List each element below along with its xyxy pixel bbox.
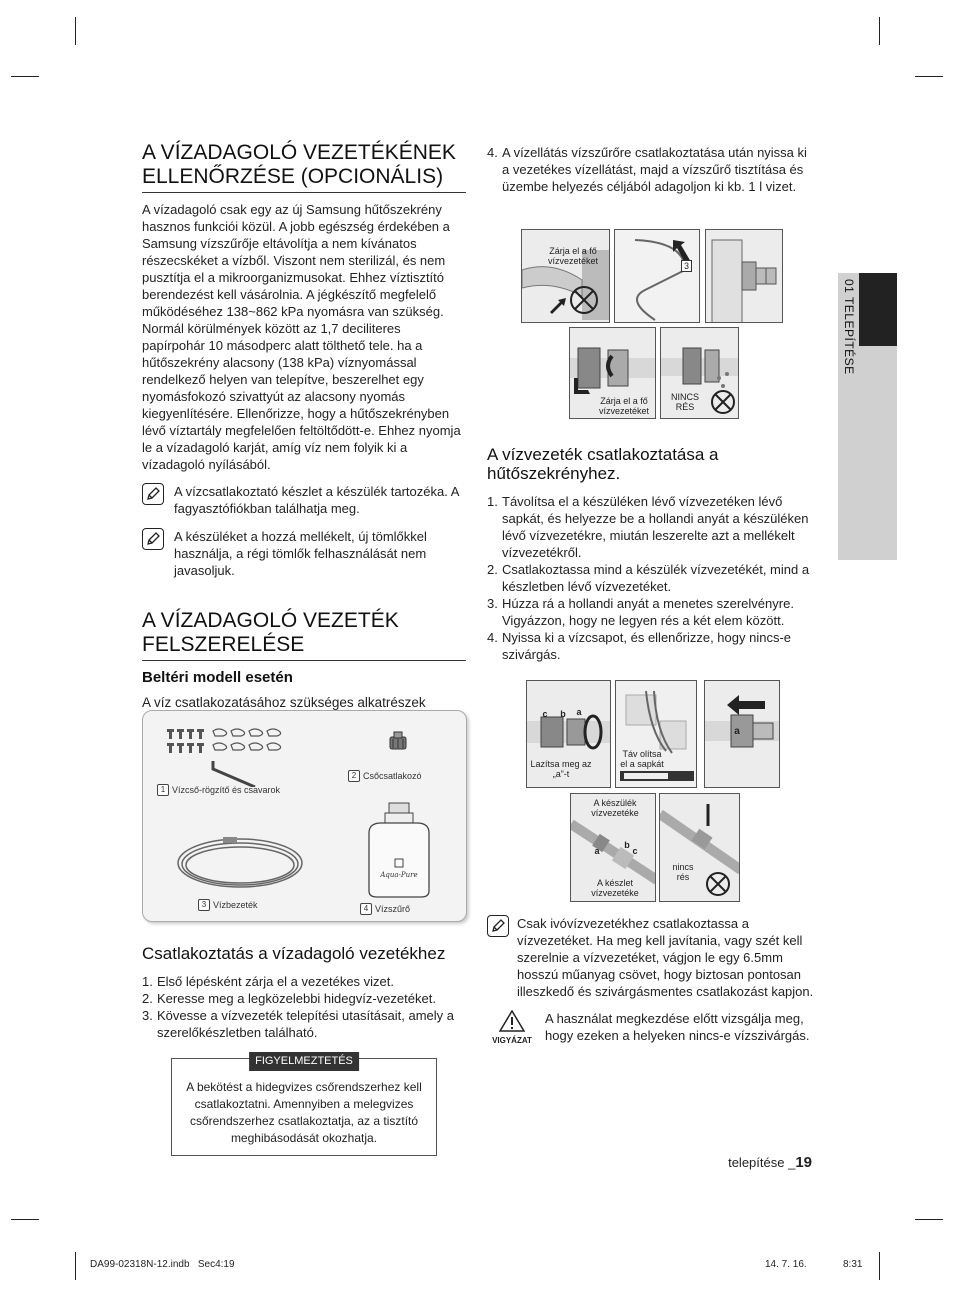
note-text: Csak ivóvízvezetékhez csatlakoztassa a vízvezetéket. Ha meg kell javítania, vagy szét kell szerelnie a vízvezetéket, vágjon le egy 6.5mm hosszú műanyag csövet, hogy biztosan pontosan illeszkedő és szivárgásmentes csatlakozást kapjon. (517, 916, 814, 999)
caution-block (487, 1010, 817, 1046)
right-column-mid (487, 445, 817, 663)
figure-no-gap-correct (569, 327, 656, 419)
right-column-top (487, 144, 817, 195)
step-4-list (487, 144, 817, 195)
part-label: Csőcsatlakozó (363, 771, 422, 781)
list-item: 1. Távolítsa el a készüléken lévő vízvezetéken lévő sapkát, és helyezze be a hollandi anyát a készüléken lévő vízvezetékre, miután leszerelte azt a mellékelt vízvezetékről. (487, 494, 809, 560)
part-label: Vízcső-rögzítő és csavarok (172, 785, 281, 795)
chapter-side-tab (838, 273, 897, 560)
label-close-main-2: Zárja el a fő vízvezetéket (598, 396, 650, 416)
label-no-gap-2: nincs rés (672, 862, 694, 882)
screws-illustration (165, 725, 315, 787)
part-number-badge: 1 (157, 784, 169, 796)
label-c-3: c (632, 846, 638, 856)
note-kit (142, 483, 466, 517)
print-date: 14. 7. 16. (765, 1259, 807, 1270)
crop-mark (879, 1252, 880, 1280)
part-number-badge: 2 (348, 770, 360, 782)
warning-text: A bekötést a hidegvizes csőrendszerhez kell csatlakoztatni. Amennyiben a melegvizes csőrendszerhez csatlakoztatja, az a tisztító meghibásodását okozhatja. (186, 1080, 422, 1145)
page-label: telepítése _ (728, 1155, 796, 1170)
label-close-main: Zárja el a fő vízvezetéket (547, 246, 599, 266)
parts-heading: A víz csatlakozatásához szükséges alkatrészek (142, 695, 426, 710)
water-filter-illustration (361, 801, 437, 901)
figure-insert-nut (704, 680, 780, 788)
figure-remove-cap (615, 680, 697, 788)
warning-triangle-icon (499, 1010, 525, 1032)
label-no-gap: NINCS RÉS (670, 392, 699, 412)
note-pencil-icon (142, 528, 164, 550)
side-tab-label: 01 TELEPÍTÉSE (842, 279, 856, 375)
crop-mark (75, 17, 76, 45)
list-item: 2. Csatlakoztassa mind a készülék vízvezetékét, mind a készletben lévő vízvezetéket. (487, 562, 810, 594)
note-hoses (142, 528, 466, 579)
crop-mark (915, 76, 943, 77)
list-item: 3. Húzza rá a hollandi anyát a menetes szerelvényre. Vigyázzon, hogy ne legyen rés a két elem között. (487, 596, 794, 628)
list-item: 2. Keresse meg a legközelebbi hidegvíz-vezetéket. (142, 991, 436, 1006)
crop-mark (11, 76, 39, 77)
page-number (690, 1154, 812, 1171)
connect-steps (142, 973, 466, 1041)
note-text: A vízcsatlakoztató készlet a készülék tartozéka. A fagyasztófiókban találhatja meg. (174, 484, 459, 516)
section-title-check: A VÍZADAGOLÓ VEZETÉKÉNEK ELLENŐRZÉSE (OPCIONÁLIS) (142, 141, 466, 193)
note-pencil-icon (142, 483, 164, 505)
list-item: 3. Kövesse a vízvezeték telepítési utasításait, amely a szerelőkészletben található. (142, 1008, 454, 1040)
right-column-bottom (487, 915, 817, 1046)
connector-illustration (385, 731, 411, 753)
crop-mark (75, 1252, 76, 1280)
part-label: Vízszűrő (375, 904, 411, 914)
intro-paragraph: A vízadagoló csak egy az új Samsung hűtőszekrény hasznos funkciói közül. A jobb egészség érdekében a Samsung vízszűrője eltávolítja a nem kívánatos részecskéket a vízből. Viszont nem sterilizál, és nem pusztítja el a mikroorganizmusokat. Ehhez víztisztító berendezést kell vásárolnia. A jégkészítő megfelelő működéséhez 138~862 kPa nyomásra van szükség. Normál körülmények között az 1,7 deciliteres papírpohár 10 másodperc alatt tölthető tele. ha a hűtőszekrény alacsony (138 kPa) víznyomással rendelkező helyen van telepítve, beszerelhet egy nyomásfokozó szivattyút az alacsony nyomás kiegyenlítésére. Ellenőrizze, hogy a hűtőszekrényben lévő víztartály megfelelően feltöltődött-e. Ehhez nyomja le a vízadagoló karját, amíg víz nem folyik ki a vízadagoló nyílásából. (142, 202, 461, 472)
section-title-install: A VÍZADAGOLÓ VEZETÉK FELSZERELÉSE (142, 609, 466, 661)
part-3-caption (198, 899, 258, 911)
left-column (142, 141, 466, 711)
label-b: b (560, 709, 566, 719)
label-loosen: Lazítsa meg az „a”-t (530, 759, 592, 779)
subtitle-indoor: Beltéri modell esetén (142, 669, 293, 686)
label-a-3: a (594, 846, 600, 856)
warning-tag: FIGYELMEZTETÉS (249, 1052, 359, 1071)
list-item: 1. Első lépésként zárja el a vezetékes vizet. (142, 974, 395, 989)
page-num: 19 (795, 1154, 812, 1171)
print-time: 8:31 (843, 1259, 863, 1270)
label-remove-cap: Táv olítsa el a sapkát (620, 749, 664, 769)
left-column-lower (142, 944, 466, 1041)
badge-step-3: 3 (681, 260, 692, 272)
figure-loosen-nut (526, 680, 611, 788)
figure-no-gap-joined (659, 793, 740, 902)
label-b-3: b (624, 840, 630, 850)
part-2-caption (348, 770, 422, 782)
list-item: 4. A vízellátás vízszűrőre csatlakoztatása után nyissa ki a vezetékes vízellátást, majd a vízszűrő tisztítása és üzembe helyezés céljából adagoljon ki kb. 1 l vizet. (487, 145, 807, 194)
list-item: 4. Nyissa ki a vízcsapot, és ellenőrizze, hogy nincs-e szivárgás. (487, 630, 792, 662)
label-device-line: A készülék vízvezetéke (591, 798, 639, 818)
part-label: Vízbezeték (213, 900, 258, 910)
label-a-2: a (734, 726, 740, 737)
note-potable (487, 915, 817, 1000)
caution-icon-wrap (487, 1010, 537, 1046)
filter-brand-logo: Aqua-Pure (380, 871, 418, 879)
crop-mark (915, 1219, 943, 1220)
caution-label: VIGYÁZAT (492, 1036, 532, 1045)
fridge-connect-heading: A vízvezeték csatlakoztatása a hűtőszekrényhez. (487, 445, 719, 483)
water-hose-illustration (175, 833, 305, 893)
note-pencil-icon (487, 915, 509, 937)
part-4-caption (360, 903, 410, 915)
figure-hose-routing (614, 229, 700, 323)
print-file-info: DA99-02318N-12.indb Sec4:19 (90, 1259, 235, 1270)
caution-text: A használat megkezdése előtt vizsgálja meg, hogy ezeken a helyeken nincs-e vízszivárgás. (545, 1011, 810, 1043)
fridge-connect-steps (487, 493, 817, 663)
figure-no-gap-wrong (660, 327, 739, 419)
label-kit-line: A készlet vízvezetéke (591, 878, 639, 898)
figure-filter-fitting (705, 229, 783, 323)
warning-box (171, 1055, 437, 1156)
note-text: A készüléket a hozzá mellékelt, új tömlőkkel használja, a régi tömlők felhasználását nem javasoljuk. (174, 529, 427, 578)
label-a: a (576, 707, 582, 717)
part-number-badge: 3 (198, 899, 210, 911)
crop-mark (879, 17, 880, 45)
figure-close-main-water (521, 229, 610, 323)
figure-join-lines (570, 793, 656, 902)
side-tab-dark-block (859, 273, 897, 346)
parts-panel (142, 710, 467, 922)
part-number-badge: 4 (360, 903, 372, 915)
connect-heading: Csatlakoztatás a vízadagoló vezetékhez (142, 944, 446, 963)
part-1-caption (157, 784, 280, 796)
label-c: c (542, 709, 548, 719)
crop-mark (11, 1219, 39, 1220)
